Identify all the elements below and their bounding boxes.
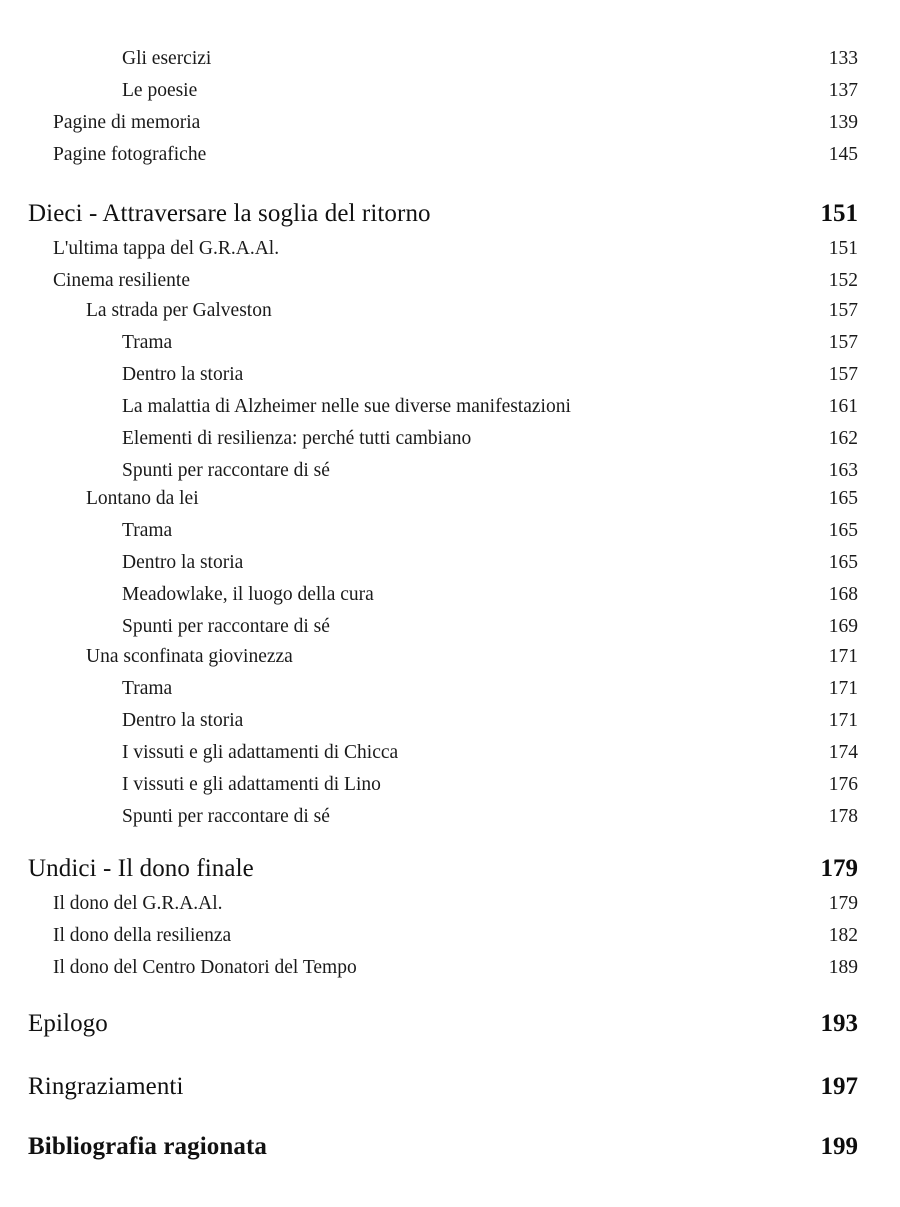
toc-entry-title: Gli esercizi: [122, 48, 212, 69]
toc-entry-page-number: 162: [828, 428, 858, 449]
toc-entry[interactable]: [0, 1073, 900, 1103]
toc-entry-title: Il dono del G.R.A.Al.: [53, 893, 223, 914]
toc-entry-page-number: 165: [828, 488, 858, 509]
toc-entry-title: Elementi di resilienza: perché tutti cambiano: [122, 428, 472, 449]
toc-entry[interactable]: [0, 200, 900, 230]
toc-entry-page-number: 157: [828, 300, 858, 321]
toc-entry-title: La malattia di Alzheimer nelle sue diverse manifestazioni: [122, 396, 571, 417]
toc-entry-page-number: 169: [828, 616, 858, 637]
toc-entry-page-number: 151: [820, 200, 858, 227]
toc-entry[interactable]: [0, 112, 900, 142]
toc-entry-title: Trama: [122, 520, 173, 541]
toc-entry-title: Bibliografia ragionata: [28, 1133, 268, 1160]
toc-entry[interactable]: [0, 238, 900, 268]
toc-entry-title: Le poesie: [122, 80, 198, 101]
toc-entry-page-number: 157: [828, 364, 858, 385]
toc-entry-page-number: 139: [828, 112, 858, 133]
toc-entry[interactable]: [0, 488, 900, 518]
toc-entry-page-number: 171: [828, 646, 858, 667]
toc-entry-title: Dieci - Attraversare la soglia del ritorno: [28, 200, 431, 227]
toc-entry[interactable]: [0, 48, 900, 78]
toc-entry-title: Dentro la storia: [122, 710, 244, 731]
toc-entry-page-number: 179: [828, 893, 858, 914]
toc-entry[interactable]: [0, 925, 900, 955]
toc-entry[interactable]: [0, 1133, 900, 1163]
toc-entry-page-number: 137: [828, 80, 858, 101]
toc-entry-page-number: 193: [820, 1010, 858, 1037]
toc-entry[interactable]: [0, 396, 900, 426]
toc-entry[interactable]: [0, 742, 900, 772]
toc-entry[interactable]: [0, 957, 900, 987]
toc-entry[interactable]: [0, 520, 900, 550]
toc-entry[interactable]: [0, 893, 900, 923]
toc-entry-title: I vissuti e gli adattamenti di Chicca: [122, 742, 399, 763]
toc-entry-title: Spunti per raccontare di sé: [122, 806, 330, 827]
toc-entry-title: Il dono della resilienza: [53, 925, 232, 946]
toc-entry[interactable]: [0, 428, 900, 458]
toc-entry-title: I vissuti e gli adattamenti di Lino: [122, 774, 381, 795]
toc-entry-title: Spunti per raccontare di sé: [122, 460, 330, 481]
toc-entry[interactable]: [0, 552, 900, 582]
toc-entry[interactable]: [0, 616, 900, 646]
toc-entry-title: Il dono del Centro Donatori del Tempo: [53, 957, 357, 978]
toc-entry[interactable]: [0, 364, 900, 394]
toc-entry-page-number: 161: [828, 396, 858, 417]
toc-entry-page-number: 145: [828, 144, 858, 165]
toc-entry[interactable]: [0, 646, 900, 676]
toc-entry-page-number: 197: [820, 1073, 858, 1100]
toc-entry[interactable]: [0, 144, 900, 174]
toc-entry-title: Trama: [122, 332, 173, 353]
toc-entry[interactable]: [0, 774, 900, 804]
toc-entry-page-number: 152: [828, 270, 858, 291]
toc-entry-page-number: 133: [828, 48, 858, 69]
toc-entry[interactable]: [0, 270, 900, 300]
toc-entry[interactable]: [0, 300, 900, 330]
toc-entry-page-number: 165: [828, 520, 858, 541]
toc-entry-title: Ringraziamenti: [28, 1073, 184, 1100]
toc-entry-page-number: 151: [828, 238, 858, 259]
toc-entry-page-number: 165: [828, 552, 858, 573]
toc-entry-title: Pagine di memoria: [53, 112, 201, 133]
toc-entry-page-number: 168: [828, 584, 858, 605]
toc-entry[interactable]: [0, 855, 900, 885]
toc-entry-title: Cinema resiliente: [53, 270, 190, 291]
toc-entry-title: Spunti per raccontare di sé: [122, 616, 330, 637]
toc-entry-title: Dentro la storia: [122, 364, 244, 385]
toc-entry[interactable]: [0, 806, 900, 836]
toc-entry[interactable]: [0, 1010, 900, 1040]
toc-entry-page-number: 171: [828, 678, 858, 699]
toc-entry-page-number: 174: [828, 742, 858, 763]
toc-entry-title: La strada per Galveston: [86, 300, 272, 321]
toc-entry-page-number: 182: [828, 925, 858, 946]
toc-entry-title: Undici - Il dono finale: [28, 855, 254, 882]
toc-entry-title: Pagine fotografiche: [53, 144, 207, 165]
toc-entry-page-number: 157: [828, 332, 858, 353]
toc-entry[interactable]: [0, 584, 900, 614]
toc-entry-title: Epilogo: [28, 1010, 108, 1037]
toc-entry-title: Meadowlake, il luogo della cura: [122, 584, 374, 605]
toc-entry-page-number: 171: [828, 710, 858, 731]
toc-entry-page-number: 179: [820, 855, 858, 882]
toc-entry[interactable]: [0, 80, 900, 110]
toc-entry[interactable]: [0, 332, 900, 362]
toc-entry[interactable]: [0, 678, 900, 708]
toc-entry-page-number: 163: [828, 460, 858, 481]
toc-entry-page-number: 176: [828, 774, 858, 795]
toc-entry-title: Una sconfinata giovinezza: [86, 646, 293, 667]
toc-entry-title: Lontano da lei: [86, 488, 199, 509]
toc-entry-title: Dentro la storia: [122, 552, 244, 573]
toc-entry-page-number: 189: [828, 957, 858, 978]
toc-entry[interactable]: [0, 460, 900, 490]
toc-entry[interactable]: [0, 710, 900, 740]
toc-entry-title: L'ultima tappa del G.R.A.Al.: [53, 238, 280, 259]
toc-entry-page-number: 199: [820, 1133, 858, 1160]
toc-entry-page-number: 178: [828, 806, 858, 827]
toc-entry-title: Trama: [122, 678, 173, 699]
